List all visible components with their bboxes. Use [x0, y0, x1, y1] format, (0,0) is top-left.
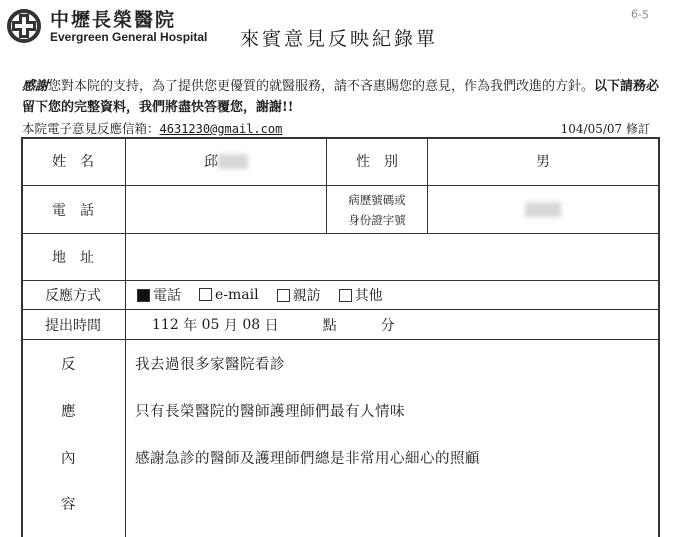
hour-unit: 點 — [322, 317, 337, 334]
email-label: 本院電子意見反應信箱： — [22, 121, 160, 136]
hospital-cross-logo-icon — [6, 8, 44, 44]
intro-request: 以下請務必留下您的完整資料，我們將盡快答覆您，謝謝!! — [22, 79, 660, 115]
intro-thanks: 感謝 — [22, 79, 49, 94]
option-phone[interactable] — [137, 285, 181, 305]
redacted-id — [525, 202, 561, 217]
year-unit: 年 — [183, 317, 198, 334]
checkbox-email[interactable] — [199, 288, 212, 301]
hospital-logo — [6, 4, 236, 46]
gender-value[interactable]: 男 — [536, 154, 550, 170]
minute-unit: 分 — [380, 317, 395, 334]
phone-label: 電 話 — [52, 202, 94, 219]
email-line — [22, 119, 282, 137]
submit-time-label: 提出時間 — [45, 317, 101, 334]
submit-time-field[interactable] — [126, 310, 658, 339]
name-label: 姓 名 — [52, 154, 94, 170]
intro-text: 您對本院的支持，為了提供您更優質的就醫服務，請不吝惠賜您的意見，作為我們改進的方針。 — [48, 79, 595, 94]
option-visit-label: 親訪 — [292, 288, 321, 304]
option-email-label: e-mail — [215, 287, 259, 303]
intro-paragraph — [22, 76, 672, 118]
option-email[interactable] — [199, 287, 259, 303]
content-line-3: 感謝急診的醫師及護理師們總是非常用心細心的照顧 — [135, 451, 480, 467]
content-label-char-3: 內 — [61, 451, 76, 467]
option-other-label: 其他 — [354, 288, 383, 304]
id-label-line2: 身份證字號 — [348, 212, 406, 227]
address-field[interactable] — [126, 234, 658, 280]
redacted-name — [218, 154, 248, 169]
content-label-char-2: 應 — [61, 404, 76, 420]
checkbox-phone-checked[interactable] — [137, 289, 150, 302]
phone-field[interactable] — [126, 186, 326, 233]
option-visit[interactable] — [277, 285, 321, 305]
content-line-1: 我去過很多家醫院看診 — [135, 357, 285, 373]
year-value: 112 — [152, 316, 179, 333]
hospital-name-cn: 中壢長榮醫院 — [50, 9, 177, 31]
feedback-form-table — [21, 137, 659, 537]
content-label-char-1: 反 — [61, 357, 76, 373]
month-value: 05 — [201, 316, 220, 333]
day-value: 08 — [242, 316, 261, 333]
name-value: 邱 — [204, 154, 218, 170]
id-label — [327, 186, 427, 233]
hospital-name-en: Evergreen General Hospital — [50, 30, 208, 44]
content-line-2: 只有長榮醫院的醫師護理師們最有人情味 — [135, 404, 405, 420]
checkbox-visit[interactable] — [277, 289, 290, 302]
response-method-label: 反應方式 — [45, 288, 101, 304]
address-label: 地 址 — [52, 250, 94, 266]
option-phone-label: 電話 — [153, 288, 181, 304]
response-method-options — [126, 281, 658, 309]
gender-label: 性 別 — [356, 154, 398, 170]
content-label-char-4: 容 — [61, 497, 76, 513]
email-link[interactable]: 4631230@gmail.com — [159, 122, 283, 136]
day-unit: 日 — [264, 317, 279, 334]
checkbox-other[interactable] — [339, 289, 352, 302]
revision-date: 104/05/07 修訂 — [560, 122, 650, 136]
id-label-line1: 病歷號碼或 — [348, 192, 406, 207]
month-unit: 月 — [223, 317, 238, 334]
handwritten-note: 6-5 — [630, 7, 650, 22]
option-other[interactable] — [339, 285, 383, 305]
name-field[interactable] — [126, 137, 326, 185]
id-field[interactable] — [428, 186, 658, 233]
document-title: 來賓意見反映紀錄單 — [240, 28, 439, 50]
